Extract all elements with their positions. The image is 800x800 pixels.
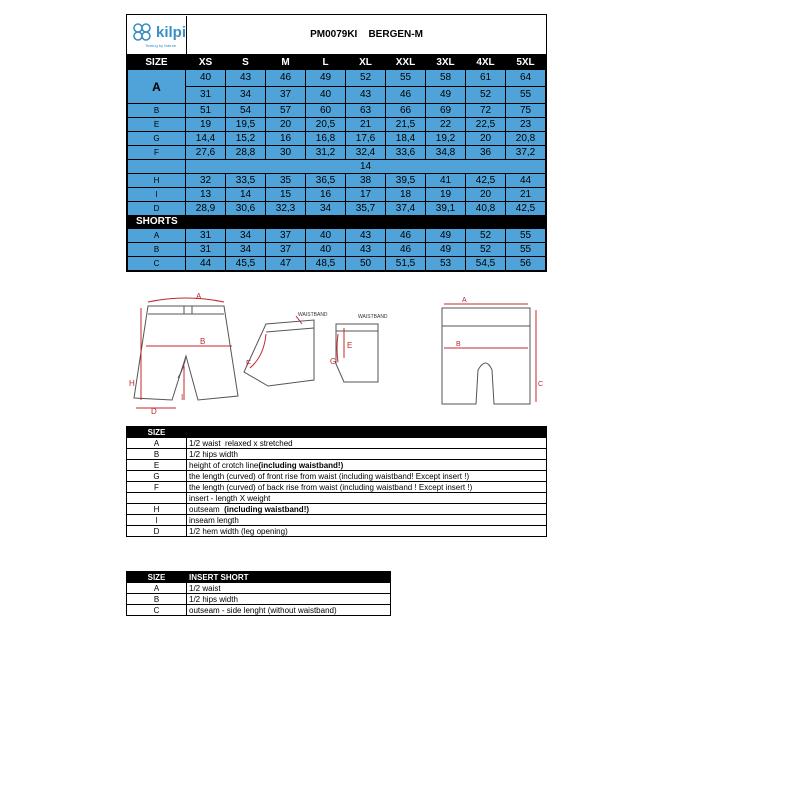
label-a: A bbox=[196, 292, 202, 301]
row-label: B bbox=[128, 243, 186, 257]
row-label: I bbox=[128, 188, 186, 202]
legend-text: 1/2 waist relaxed x stretched bbox=[189, 438, 293, 448]
row-label: H bbox=[128, 174, 186, 188]
size-header-cell: M bbox=[266, 56, 306, 70]
measurement-diagrams bbox=[126, 286, 556, 416]
shorts-row bbox=[128, 257, 546, 271]
label-e: E bbox=[347, 341, 353, 350]
size-value-cell: 14,4 bbox=[186, 132, 226, 146]
legend-description bbox=[187, 471, 547, 482]
size-value-cell: 57 bbox=[266, 104, 306, 118]
size-value-cell: 41 bbox=[426, 174, 466, 188]
legend-bold-note: (including waistband!) bbox=[224, 504, 310, 514]
size-header-cell: 4XL bbox=[466, 56, 506, 70]
legend-text: insert - length X weight bbox=[189, 493, 271, 503]
shorts-value-cell: 50 bbox=[346, 257, 386, 271]
shorts-value-cell: 47 bbox=[266, 257, 306, 271]
size-row bbox=[128, 87, 546, 104]
label-insert-a: A bbox=[462, 297, 467, 304]
size-value-cell: 42,5 bbox=[466, 174, 506, 188]
insert-description: 1/2 waist bbox=[187, 583, 391, 594]
size-value-cell: 30 bbox=[266, 146, 306, 160]
product-title: PM0079KI BERGEN-M bbox=[310, 29, 423, 40]
size-value-cell: 28,8 bbox=[226, 146, 266, 160]
size-row bbox=[128, 132, 546, 146]
row-label: D bbox=[128, 202, 186, 216]
size-table bbox=[127, 55, 546, 271]
insert-key: A bbox=[127, 583, 187, 594]
size-value-cell: 32,4 bbox=[346, 146, 386, 160]
insert-short-legend bbox=[126, 571, 391, 616]
legend-key: D bbox=[127, 526, 187, 537]
size-value-cell: 44 bbox=[506, 174, 546, 188]
legend-key: H bbox=[127, 504, 187, 515]
size-value-cell: 37,4 bbox=[386, 202, 426, 216]
shorts-section-row bbox=[128, 216, 546, 229]
shorts-value-cell: 37 bbox=[266, 243, 306, 257]
size-row bbox=[128, 174, 546, 188]
legend-row bbox=[127, 482, 547, 493]
size-value-cell: 32,3 bbox=[266, 202, 306, 216]
legend-description bbox=[187, 449, 547, 460]
row-label: A bbox=[128, 229, 186, 243]
legend-description bbox=[187, 460, 547, 471]
size-value-cell: 43 bbox=[346, 87, 386, 104]
size-value-cell: 16 bbox=[266, 132, 306, 146]
legend-text: 1/2 hem width (leg opening) bbox=[189, 526, 288, 536]
size-header-row bbox=[128, 56, 546, 70]
merged-cell: 14 bbox=[186, 160, 546, 174]
size-row bbox=[128, 188, 546, 202]
size-value-cell: 20 bbox=[266, 118, 306, 132]
size-value-cell: 17,6 bbox=[346, 132, 386, 146]
insert-key: B bbox=[127, 594, 187, 605]
label-waistband-1: WAISTBAND bbox=[298, 312, 328, 318]
size-value-cell: 31,2 bbox=[306, 146, 346, 160]
size-value-cell: 33,5 bbox=[226, 174, 266, 188]
insert-row bbox=[127, 583, 391, 594]
size-value-cell: 32 bbox=[186, 174, 226, 188]
legend-text: the length (curved) of back rise from waist (including waistband ! Except insert !) bbox=[189, 482, 473, 492]
size-value-cell: 49 bbox=[306, 70, 346, 87]
crotch-view-drawing bbox=[336, 324, 378, 382]
legend-row bbox=[127, 449, 547, 460]
size-value-cell: 21 bbox=[346, 118, 386, 132]
shorts-value-cell: 49 bbox=[426, 243, 466, 257]
row-label: F bbox=[128, 146, 186, 160]
size-value-cell: 16 bbox=[306, 188, 346, 202]
size-header-cell: 3XL bbox=[426, 56, 466, 70]
size-value-cell: 33,6 bbox=[386, 146, 426, 160]
legend-text: outseam bbox=[189, 504, 225, 514]
legend-key: E bbox=[127, 460, 187, 471]
shorts-value-cell: 45,5 bbox=[226, 257, 266, 271]
size-header-cell: XL bbox=[346, 56, 386, 70]
shorts-value-cell: 37 bbox=[266, 229, 306, 243]
shorts-value-cell: 31 bbox=[186, 229, 226, 243]
size-value-cell: 64 bbox=[506, 70, 546, 87]
kilpi-logo-icon bbox=[131, 21, 153, 43]
size-row bbox=[128, 118, 546, 132]
side-view-drawing bbox=[244, 320, 314, 386]
insert-description: outseam - side lenght (without waistband) bbox=[187, 605, 391, 616]
legend-key: I bbox=[127, 515, 187, 526]
size-value-cell: 72 bbox=[466, 104, 506, 118]
row-label: A bbox=[128, 70, 186, 104]
size-value-cell: 23 bbox=[506, 118, 546, 132]
legend-text: height of crotch line bbox=[189, 460, 259, 470]
size-value-cell: 52 bbox=[346, 70, 386, 87]
shorts-row bbox=[128, 243, 546, 257]
brand-logo bbox=[127, 16, 187, 54]
size-value-cell: 38 bbox=[346, 174, 386, 188]
size-value-cell: 55 bbox=[386, 70, 426, 87]
row-label: G bbox=[128, 132, 186, 146]
size-value-cell: 55 bbox=[506, 87, 546, 104]
label-g: G bbox=[330, 357, 337, 366]
legend-row bbox=[127, 515, 547, 526]
insert-row bbox=[127, 594, 391, 605]
legend-key: G bbox=[127, 471, 187, 482]
size-value-cell: 46 bbox=[386, 87, 426, 104]
legend-key: A bbox=[127, 438, 187, 449]
shorts-value-cell: 56 bbox=[506, 257, 546, 271]
size-value-cell: 21 bbox=[506, 188, 546, 202]
shorts-value-cell: 55 bbox=[506, 243, 546, 257]
size-value-cell: 19 bbox=[426, 188, 466, 202]
size-header-cell: L bbox=[306, 56, 346, 70]
insert-header-row bbox=[127, 572, 391, 583]
row-label: B bbox=[128, 104, 186, 118]
size-value-cell: 28,9 bbox=[186, 202, 226, 216]
legend-key: B bbox=[127, 449, 187, 460]
insert-measure-lines bbox=[444, 304, 536, 402]
size-value-cell: 18,4 bbox=[386, 132, 426, 146]
front-shorts-drawing bbox=[134, 306, 238, 400]
size-row bbox=[128, 202, 546, 216]
insert-header-title: INSERT SHORT bbox=[187, 572, 391, 583]
size-row bbox=[128, 160, 546, 174]
label-h: H bbox=[129, 379, 135, 388]
size-value-cell: 27,6 bbox=[186, 146, 226, 160]
shorts-section-label: SHORTS bbox=[128, 216, 546, 229]
insert-short-drawing bbox=[442, 308, 530, 404]
shorts-row bbox=[128, 229, 546, 243]
shorts-value-cell: 52 bbox=[466, 243, 506, 257]
label-f: F bbox=[246, 359, 251, 368]
size-header-cell: XXL bbox=[386, 56, 426, 70]
shorts-value-cell: 34 bbox=[226, 243, 266, 257]
size-value-cell: 40 bbox=[306, 87, 346, 104]
shorts-value-cell: 48,5 bbox=[306, 257, 346, 271]
size-header-cell: SIZE bbox=[128, 56, 186, 70]
legend-row bbox=[127, 460, 547, 471]
size-chart-frame bbox=[126, 14, 547, 272]
size-value-cell: 61 bbox=[466, 70, 506, 87]
legend-row bbox=[127, 526, 547, 537]
row-label: C bbox=[128, 257, 186, 271]
legend-key bbox=[127, 493, 187, 504]
size-value-cell: 43 bbox=[226, 70, 266, 87]
size-value-cell: 66 bbox=[386, 104, 426, 118]
size-value-cell: 15,2 bbox=[226, 132, 266, 146]
size-value-cell: 19,5 bbox=[226, 118, 266, 132]
brand-tagline: Testing by Nature bbox=[145, 43, 177, 48]
size-row bbox=[128, 146, 546, 160]
measurement-legend bbox=[126, 426, 547, 537]
shorts-value-cell: 46 bbox=[386, 243, 426, 257]
size-value-cell: 35 bbox=[266, 174, 306, 188]
size-value-cell: 49 bbox=[426, 87, 466, 104]
label-i: I bbox=[181, 393, 184, 402]
legend-key: F bbox=[127, 482, 187, 493]
shorts-value-cell: 40 bbox=[306, 229, 346, 243]
legend-description bbox=[187, 493, 547, 504]
size-header-cell: S bbox=[226, 56, 266, 70]
label-insert-b: B bbox=[456, 341, 461, 348]
size-value-cell: 52 bbox=[466, 87, 506, 104]
label-b: B bbox=[200, 337, 206, 346]
size-value-cell: 13 bbox=[186, 188, 226, 202]
label-d: D bbox=[151, 407, 157, 416]
insert-description: 1/2 hips width bbox=[187, 594, 391, 605]
size-value-cell: 36,5 bbox=[306, 174, 346, 188]
size-value-cell: 19,2 bbox=[426, 132, 466, 146]
legend-text: the length (curved) of front rise from waist (including waistband! Except insert !) bbox=[189, 471, 470, 481]
size-value-cell: 19 bbox=[186, 118, 226, 132]
legend-description bbox=[187, 526, 547, 537]
shorts-value-cell: 46 bbox=[386, 229, 426, 243]
shorts-value-cell: 31 bbox=[186, 243, 226, 257]
legend-row bbox=[127, 471, 547, 482]
size-header-cell: 5XL bbox=[506, 56, 546, 70]
size-row bbox=[128, 70, 546, 87]
crotch-measure-lines bbox=[337, 328, 344, 362]
size-value-cell: 34 bbox=[306, 202, 346, 216]
size-value-cell: 46 bbox=[266, 70, 306, 87]
size-value-cell: 69 bbox=[426, 104, 466, 118]
legend-row bbox=[127, 504, 547, 515]
legend-bold-note: (including waistband!) bbox=[258, 460, 344, 470]
size-value-cell: 16,8 bbox=[306, 132, 346, 146]
shorts-value-cell: 53 bbox=[426, 257, 466, 271]
shorts-value-cell: 43 bbox=[346, 243, 386, 257]
size-value-cell: 20 bbox=[466, 132, 506, 146]
size-value-cell: 60 bbox=[306, 104, 346, 118]
legend-header-cell: SIZE bbox=[127, 427, 187, 438]
label-waistband-2: WAISTBAND bbox=[358, 314, 388, 320]
size-value-cell: 14 bbox=[226, 188, 266, 202]
size-value-cell: 63 bbox=[346, 104, 386, 118]
shorts-value-cell: 40 bbox=[306, 243, 346, 257]
shorts-value-cell: 54,5 bbox=[466, 257, 506, 271]
shorts-value-cell: 43 bbox=[346, 229, 386, 243]
size-value-cell: 54 bbox=[226, 104, 266, 118]
legend-row bbox=[127, 493, 547, 504]
size-value-cell: 34,8 bbox=[426, 146, 466, 160]
size-value-cell: 40 bbox=[186, 70, 226, 87]
legend-description bbox=[187, 482, 547, 493]
legend-row bbox=[127, 438, 547, 449]
legend-description bbox=[187, 515, 547, 526]
row-label: E bbox=[128, 118, 186, 132]
legend-description bbox=[187, 438, 547, 449]
insert-header-key: SIZE bbox=[127, 572, 187, 583]
size-value-cell: 58 bbox=[426, 70, 466, 87]
shorts-value-cell: 44 bbox=[186, 257, 226, 271]
label-insert-c: C bbox=[538, 381, 544, 388]
size-value-cell: 42,5 bbox=[506, 202, 546, 216]
insert-key: C bbox=[127, 605, 187, 616]
legend-text: inseam length bbox=[189, 515, 239, 525]
legend-header-blank bbox=[187, 427, 547, 438]
size-value-cell: 31 bbox=[186, 87, 226, 104]
shorts-value-cell: 55 bbox=[506, 229, 546, 243]
size-value-cell: 39,1 bbox=[426, 202, 466, 216]
size-value-cell: 37 bbox=[266, 87, 306, 104]
size-value-cell: 51 bbox=[186, 104, 226, 118]
shorts-value-cell: 49 bbox=[426, 229, 466, 243]
row-label bbox=[128, 160, 186, 174]
size-value-cell: 20,8 bbox=[506, 132, 546, 146]
legend-header-row bbox=[127, 427, 547, 438]
size-row bbox=[128, 104, 546, 118]
size-value-cell: 36 bbox=[466, 146, 506, 160]
insert-row bbox=[127, 605, 391, 616]
brand-name: kilpi bbox=[155, 23, 186, 41]
shorts-value-cell: 34 bbox=[226, 229, 266, 243]
size-value-cell: 39,5 bbox=[386, 174, 426, 188]
size-value-cell: 20,5 bbox=[306, 118, 346, 132]
size-value-cell: 17 bbox=[346, 188, 386, 202]
size-value-cell: 40,8 bbox=[466, 202, 506, 216]
size-value-cell: 35,7 bbox=[346, 202, 386, 216]
size-value-cell: 20 bbox=[466, 188, 506, 202]
size-value-cell: 22,5 bbox=[466, 118, 506, 132]
shorts-value-cell: 52 bbox=[466, 229, 506, 243]
legend-description bbox=[187, 504, 547, 515]
size-value-cell: 15 bbox=[266, 188, 306, 202]
size-value-cell: 34 bbox=[226, 87, 266, 104]
shorts-diagram-svg bbox=[126, 286, 556, 416]
size-value-cell: 21,5 bbox=[386, 118, 426, 132]
size-value-cell: 22 bbox=[426, 118, 466, 132]
size-value-cell: 30,6 bbox=[226, 202, 266, 216]
shorts-value-cell: 51,5 bbox=[386, 257, 426, 271]
size-value-cell: 75 bbox=[506, 104, 546, 118]
chart-header bbox=[127, 15, 546, 55]
size-value-cell: 18 bbox=[386, 188, 426, 202]
size-value-cell: 37,2 bbox=[506, 146, 546, 160]
size-header-cell: XS bbox=[186, 56, 226, 70]
legend-text: 1/2 hips width bbox=[189, 449, 238, 459]
